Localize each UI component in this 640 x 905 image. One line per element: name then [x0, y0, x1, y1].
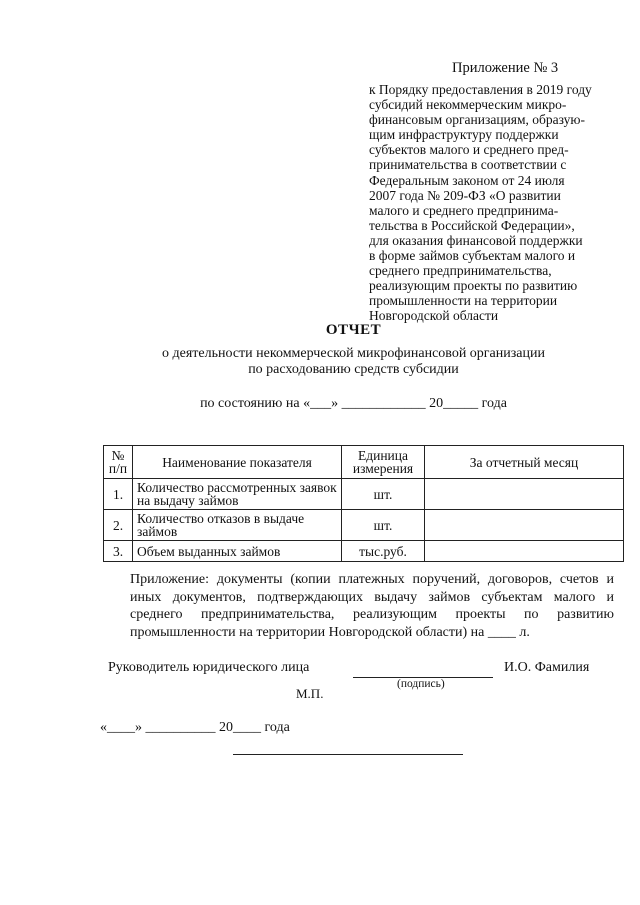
row-value-cell[interactable] [425, 479, 624, 510]
signature-label: Руководитель юридического лица [108, 660, 310, 675]
appendix-line: Федеральным законом от 24 июля [369, 172, 565, 188]
appendix-line: субсидий некоммерческим микро- [369, 97, 567, 113]
appendix-line: 2007 года № 209-ФЗ «О развитии [369, 187, 561, 203]
appendix-line: к Порядку предоставления в 2019 году [369, 82, 592, 97]
header-unit: Единица измерения [342, 446, 425, 479]
appendix-line: среднего предпринимательства, [369, 263, 552, 279]
row-name: Объем выданных займов [133, 541, 342, 562]
appendix-line: промышленности на территории [369, 293, 558, 309]
as-of-date-line: по состоянию на «___» ____________ 20_____ года [200, 396, 507, 411]
signatory-name: И.О. Фамилия [504, 660, 590, 675]
bottom-signature-line[interactable] [233, 754, 463, 755]
row-unit: шт. [342, 510, 425, 541]
header-name: Наименование показателя [133, 446, 342, 479]
header-month: За отчетный месяц [425, 446, 624, 479]
row-num: 3. [104, 541, 133, 562]
appendix-line: тельства в Российской Федерации», [369, 217, 575, 233]
row-value-cell[interactable] [425, 510, 624, 541]
row-value-cell[interactable] [425, 541, 624, 562]
signing-date-line: «____» __________ 20____ года [100, 720, 290, 735]
row-num: 2. [104, 510, 133, 541]
row-unit: тыс.руб. [342, 541, 425, 562]
appendix-line: для оказания финансовой поддержки [369, 232, 583, 248]
table-header-row [104, 446, 624, 479]
appendix-line: реализующим проекты по развитию [369, 278, 578, 294]
signature-row [108, 660, 618, 680]
row-name: Количество рассмотренных заявок на выдачу займов [133, 479, 342, 510]
report-subtitle-line: о деятельности некоммерческой микрофинансовой организации [162, 346, 545, 361]
appendix-line: финансовым организациям, образую- [369, 112, 586, 128]
stamp-label: М.П. [296, 686, 324, 701]
attachment-note: Приложение: документы (копии платежных поручений, договоров, счетов и иных документов, подтверждающих выдачу займов субъектам малого и среднего предпринимательства, реализующим проекты по развитию промышленности на территории Новгородской области) на ____ л. [130, 572, 614, 640]
row-unit: шт. [342, 479, 425, 510]
report-table [103, 445, 624, 562]
appendix-line: Новгородской области [369, 308, 499, 324]
signature-caption: (подпись) [397, 678, 445, 690]
appendix-line: принимательства в соответствии с [369, 157, 567, 173]
appendix-line: в форме займов субъектам малого и [369, 248, 576, 264]
appendix-line: субъектов малого и среднего пред- [369, 142, 569, 158]
row-name: Количество отказов в выдаче займов [133, 510, 342, 541]
report-subtitle-line: по расходованию средств субсидии [248, 362, 459, 377]
report-title: ОТЧЕТ [325, 322, 382, 338]
table-row [104, 479, 624, 510]
header-num: № п/п [104, 446, 133, 479]
table-row [104, 541, 624, 562]
appendix-line: щим инфраструктуру поддержки [369, 127, 559, 143]
report-subtitle [0, 346, 640, 378]
appendix-line: малого и среднего предпринима- [369, 202, 559, 218]
row-num: 1. [104, 479, 133, 510]
appendix-title: Приложение № 3 [452, 60, 559, 76]
table-row [104, 510, 624, 541]
appendix-text [369, 82, 615, 324]
